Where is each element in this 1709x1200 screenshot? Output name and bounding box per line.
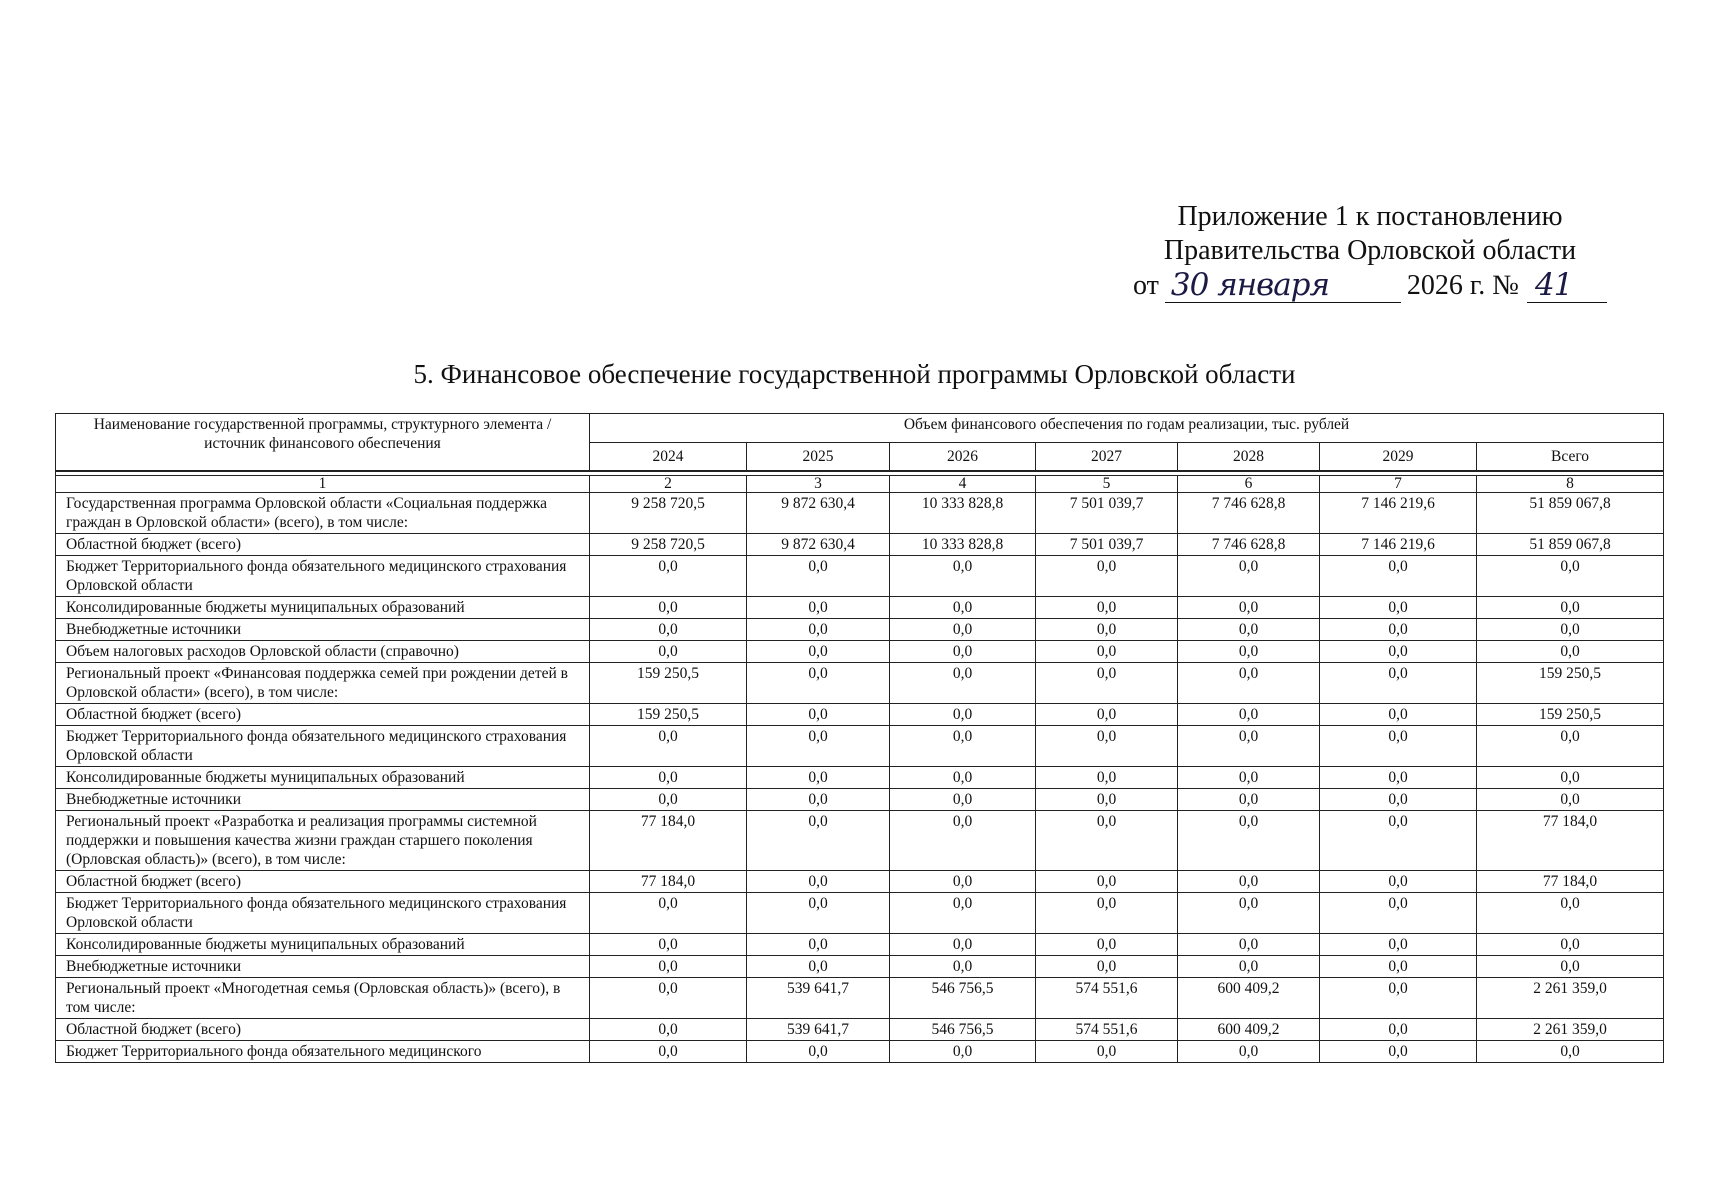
value-cell: 574 551,6	[1036, 978, 1178, 1019]
column-group-header: Объем финансового обеспечения по годам реализации, тыс. рублей	[590, 414, 1664, 443]
value-cell: 0,0	[747, 871, 890, 893]
value-cell: 0,0	[1036, 789, 1178, 811]
table-row	[56, 726, 1664, 767]
value-cell: 0,0	[590, 893, 747, 934]
value-cell: 0,0	[747, 934, 890, 956]
value-cell: 0,0	[890, 726, 1036, 767]
value-cell: 0,0	[1320, 663, 1477, 704]
value-cell: 0,0	[747, 811, 890, 871]
value-cell: 0,0	[1320, 978, 1477, 1019]
value-cell: 0,0	[1320, 704, 1477, 726]
column-index-cell: 8	[1477, 476, 1664, 493]
table-row	[56, 956, 1664, 978]
value-cell: 0,0	[1036, 726, 1178, 767]
value-cell: 0,0	[747, 619, 890, 641]
value-cell: 0,0	[1178, 726, 1320, 767]
year-header-5: 2029	[1320, 443, 1477, 472]
value-cell: 0,0	[1477, 726, 1664, 767]
value-cell: 0,0	[747, 893, 890, 934]
value-cell: 0,0	[1178, 767, 1320, 789]
value-cell: 0,0	[1178, 556, 1320, 597]
financing-table	[55, 413, 1664, 1063]
value-cell: 539 641,7	[747, 1019, 890, 1041]
value-cell: 0,0	[590, 597, 747, 619]
row-name-cell: Региональный проект «Многодетная семья (Орловская область)» (всего), в том числе:	[56, 978, 590, 1019]
value-cell: 0,0	[1320, 556, 1477, 597]
table-row	[56, 978, 1664, 1019]
row-name-cell: Объем налоговых расходов Орловской области (справочно)	[56, 641, 590, 663]
value-cell: 0,0	[1178, 704, 1320, 726]
table-row	[56, 893, 1664, 934]
table-row	[56, 619, 1664, 641]
row-name-cell: Областной бюджет (всего)	[56, 704, 590, 726]
row-name-cell: Консолидированные бюджеты муниципальных образований	[56, 934, 590, 956]
row-name-cell: Внебюджетные источники	[56, 956, 590, 978]
value-cell: 0,0	[1178, 811, 1320, 871]
value-cell: 600 409,2	[1178, 978, 1320, 1019]
value-cell: 0,0	[1477, 641, 1664, 663]
value-cell: 0,0	[890, 934, 1036, 956]
value-cell: 2 261 359,0	[1477, 1019, 1664, 1041]
table-row	[56, 1019, 1664, 1041]
appendix-line-2: Правительства Орловской области	[1163, 235, 1577, 266]
year-header-2: 2026	[890, 443, 1036, 472]
table-row	[56, 534, 1664, 556]
value-cell: 0,0	[1178, 956, 1320, 978]
row-name-cell: Областной бюджет (всего)	[56, 534, 590, 556]
value-cell: 0,0	[1320, 641, 1477, 663]
table-row	[56, 641, 1664, 663]
value-cell: 0,0	[1178, 597, 1320, 619]
value-cell: 0,0	[890, 956, 1036, 978]
value-cell: 0,0	[590, 726, 747, 767]
value-cell: 7 146 219,6	[1320, 493, 1477, 534]
value-cell: 0,0	[590, 767, 747, 789]
value-cell: 159 250,5	[1477, 663, 1664, 704]
appendix-line-1: Приложение 1 к постановлению	[1177, 201, 1563, 232]
year-number-label: 2026 г. №	[1406, 270, 1519, 301]
appendix-header	[1110, 200, 1630, 303]
value-cell: 0,0	[890, 597, 1036, 619]
column-index-cell: 3	[747, 476, 890, 493]
value-cell: 77 184,0	[1477, 871, 1664, 893]
value-cell: 51 859 067,8	[1477, 534, 1664, 556]
value-cell: 0,0	[1477, 556, 1664, 597]
value-cell: 0,0	[1036, 811, 1178, 871]
value-cell: 0,0	[1036, 956, 1178, 978]
value-cell: 0,0	[1320, 934, 1477, 956]
value-cell: 0,0	[1477, 1041, 1664, 1063]
value-cell: 0,0	[1036, 619, 1178, 641]
value-cell: 539 641,7	[747, 978, 890, 1019]
value-cell: 574 551,6	[1036, 1019, 1178, 1041]
value-cell: 159 250,5	[1477, 704, 1664, 726]
value-cell: 0,0	[1178, 619, 1320, 641]
table-row	[56, 871, 1664, 893]
value-cell: 0,0	[1320, 789, 1477, 811]
value-cell: 0,0	[590, 641, 747, 663]
value-cell: 0,0	[1178, 663, 1320, 704]
table-row	[56, 1041, 1664, 1063]
handwritten-number: 41	[1527, 268, 1607, 303]
value-cell: 0,0	[1320, 871, 1477, 893]
row-name-cell: Государственная программа Орловской области «Социальная поддержка граждан в Орловской области» (всего), в том числе:	[56, 493, 590, 534]
table-row	[56, 767, 1664, 789]
year-header-0: 2024	[590, 443, 747, 472]
value-cell: 77 184,0	[1477, 811, 1664, 871]
value-cell: 0,0	[590, 556, 747, 597]
value-cell: 51 859 067,8	[1477, 493, 1664, 534]
value-cell: 0,0	[1320, 1041, 1477, 1063]
value-cell: 0,0	[1320, 726, 1477, 767]
value-cell: 0,0	[1320, 893, 1477, 934]
value-cell: 159 250,5	[590, 663, 747, 704]
value-cell: 0,0	[747, 704, 890, 726]
value-cell: 0,0	[1036, 597, 1178, 619]
value-cell: 0,0	[590, 956, 747, 978]
table-row	[56, 934, 1664, 956]
value-cell: 546 756,5	[890, 1019, 1036, 1041]
value-cell: 9 258 720,5	[590, 493, 747, 534]
value-cell: 0,0	[747, 663, 890, 704]
value-cell: 0,0	[747, 767, 890, 789]
value-cell: 7 146 219,6	[1320, 534, 1477, 556]
row-name-cell: Бюджет Территориального фонда обязательного медицинского страхования Орловской области	[56, 556, 590, 597]
value-cell: 546 756,5	[890, 978, 1036, 1019]
value-cell: 0,0	[890, 619, 1036, 641]
row-name-cell: Региональный проект «Финансовая поддержка семей при рождении детей в Орловской области» (всего), в том числе:	[56, 663, 590, 704]
year-header-4: 2028	[1178, 443, 1320, 472]
value-cell: 0,0	[890, 641, 1036, 663]
value-cell: 0,0	[1477, 956, 1664, 978]
year-header-3: 2027	[1036, 443, 1178, 472]
value-cell: 0,0	[890, 893, 1036, 934]
from-prefix: от	[1133, 270, 1159, 301]
value-cell: 0,0	[1036, 893, 1178, 934]
value-cell: 0,0	[890, 556, 1036, 597]
column-index-cell: 4	[890, 476, 1036, 493]
value-cell: 77 184,0	[590, 871, 747, 893]
value-cell: 9 258 720,5	[590, 534, 747, 556]
value-cell: 0,0	[1477, 597, 1664, 619]
table-row	[56, 663, 1664, 704]
value-cell: 0,0	[890, 663, 1036, 704]
value-cell: 0,0	[1036, 641, 1178, 663]
value-cell: 0,0	[1320, 956, 1477, 978]
value-cell: 0,0	[590, 789, 747, 811]
value-cell: 0,0	[1036, 556, 1178, 597]
value-cell: 0,0	[590, 1019, 747, 1041]
value-cell: 0,0	[747, 789, 890, 811]
value-cell: 7 746 628,8	[1178, 493, 1320, 534]
value-cell: 77 184,0	[590, 811, 747, 871]
value-cell: 0,0	[747, 956, 890, 978]
value-cell: 0,0	[1320, 811, 1477, 871]
row-name-cell: Внебюджетные источники	[56, 619, 590, 641]
value-cell: 0,0	[890, 704, 1036, 726]
value-cell: 0,0	[1036, 934, 1178, 956]
value-cell: 0,0	[747, 597, 890, 619]
value-cell: 0,0	[590, 1041, 747, 1063]
handwritten-date: 30 января	[1165, 268, 1401, 303]
column-index-cell: 7	[1320, 476, 1477, 493]
column-index-cell: 5	[1036, 476, 1178, 493]
value-cell: 0,0	[1320, 1019, 1477, 1041]
value-cell: 0,0	[1178, 871, 1320, 893]
value-cell: 159 250,5	[590, 704, 747, 726]
row-name-cell: Областной бюджет (всего)	[56, 1019, 590, 1041]
value-cell: 0,0	[890, 767, 1036, 789]
row-name-cell: Консолидированные бюджеты муниципальных образований	[56, 597, 590, 619]
value-cell: 10 333 828,8	[890, 534, 1036, 556]
value-cell: 0,0	[1036, 871, 1178, 893]
value-cell: 0,0	[1477, 789, 1664, 811]
document-title: 5. Финансовое обеспечение государственной программы Орловской области	[413, 359, 1296, 389]
column-index-cell: 2	[590, 476, 747, 493]
value-cell: 0,0	[1178, 934, 1320, 956]
value-cell: 7 501 039,7	[1036, 493, 1178, 534]
table-row	[56, 811, 1664, 871]
value-cell: 0,0	[1036, 767, 1178, 789]
row-name-cell: Бюджет Территориального фонда обязательного медицинского страхования Орловской области	[56, 893, 590, 934]
value-cell: 7 746 628,8	[1178, 534, 1320, 556]
value-cell: 0,0	[890, 1041, 1036, 1063]
value-cell: 0,0	[590, 619, 747, 641]
value-cell: 0,0	[1178, 789, 1320, 811]
value-cell: 0,0	[890, 811, 1036, 871]
table-row	[56, 704, 1664, 726]
column-index-row	[56, 476, 1664, 493]
value-cell: 0,0	[747, 556, 890, 597]
value-cell: 9 872 630,4	[747, 534, 890, 556]
row-name-cell: Региональный проект «Разработка и реализация программы системной поддержки и повышения качества жизни граждан старшего поколения (Орловская область)» (всего), в том числе:	[56, 811, 590, 871]
table-row	[56, 789, 1664, 811]
value-cell: 0,0	[1477, 893, 1664, 934]
value-cell: 10 333 828,8	[890, 493, 1036, 534]
value-cell: 9 872 630,4	[747, 493, 890, 534]
value-cell: 0,0	[890, 871, 1036, 893]
value-cell: 0,0	[1036, 1041, 1178, 1063]
row-name-cell: Бюджет Территориального фонда обязательного медицинского	[56, 1041, 590, 1063]
value-cell: 0,0	[1320, 597, 1477, 619]
value-cell: 0,0	[1178, 893, 1320, 934]
value-cell: 0,0	[1477, 767, 1664, 789]
value-cell: 2 261 359,0	[1477, 978, 1664, 1019]
row-name-cell: Областной бюджет (всего)	[56, 871, 590, 893]
value-cell: 0,0	[1036, 663, 1178, 704]
value-cell: 0,0	[890, 789, 1036, 811]
value-cell: 0,0	[1320, 619, 1477, 641]
value-cell: 0,0	[747, 641, 890, 663]
value-cell: 0,0	[1477, 934, 1664, 956]
table-row	[56, 493, 1664, 534]
column-index-cell: 1	[56, 476, 590, 493]
row-name-cell: Внебюджетные источники	[56, 789, 590, 811]
value-cell: 600 409,2	[1178, 1019, 1320, 1041]
row-name-cell: Бюджет Территориального фонда обязательного медицинского страхования Орловской области	[56, 726, 590, 767]
column-index-cell: 6	[1178, 476, 1320, 493]
value-cell: 0,0	[1320, 767, 1477, 789]
value-cell: 0,0	[1178, 1041, 1320, 1063]
value-cell: 0,0	[747, 726, 890, 767]
value-cell: 0,0	[747, 1041, 890, 1063]
value-cell: 0,0	[1036, 704, 1178, 726]
row-name-cell: Консолидированные бюджеты муниципальных образований	[56, 767, 590, 789]
year-header-1: 2025	[747, 443, 890, 472]
value-cell: 0,0	[1477, 619, 1664, 641]
year-header-6: Всего	[1477, 443, 1664, 472]
column-header-name: Наименование государственной программы, структурного элемента / источник финансового обеспечения	[56, 414, 590, 472]
value-cell: 0,0	[590, 978, 747, 1019]
decree-date-line	[1110, 268, 1630, 303]
value-cell: 7 501 039,7	[1036, 534, 1178, 556]
table-row	[56, 556, 1664, 597]
value-cell: 0,0	[590, 934, 747, 956]
table-row	[56, 597, 1664, 619]
value-cell: 0,0	[1178, 641, 1320, 663]
